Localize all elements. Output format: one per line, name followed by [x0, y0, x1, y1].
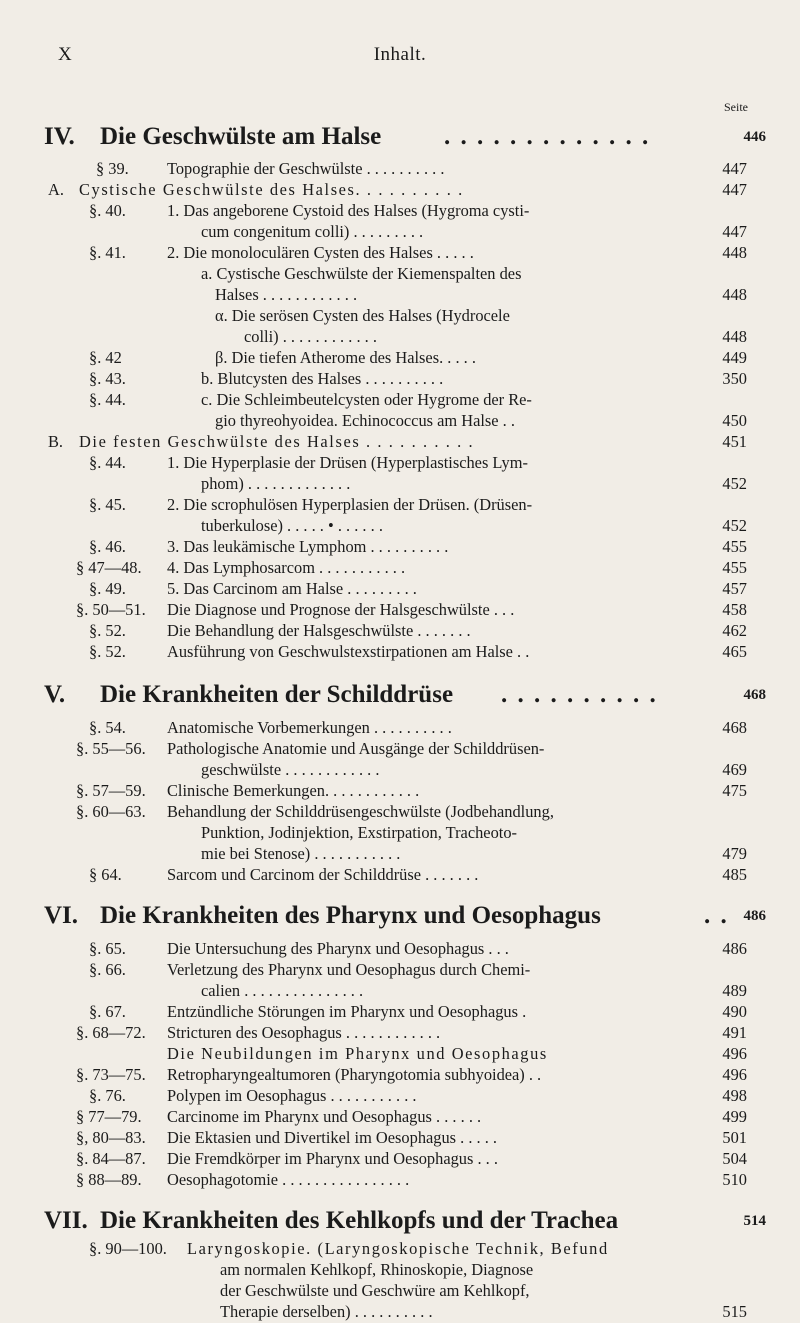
entry-page: 504 — [722, 1149, 747, 1168]
toc-entry — [0, 242, 800, 264]
page-number: X — [58, 44, 72, 65]
entry-text: tuberkulose) . . . . . • . . . . . . — [201, 516, 383, 535]
entry-text: geschwülste . . . . . . . . . . . . — [201, 760, 380, 779]
paragraph-number: §. 65. — [89, 939, 126, 958]
toc-entry — [0, 578, 800, 600]
entry-page: 465 — [722, 642, 747, 661]
toc-entry — [0, 738, 800, 760]
paragraph-number: §. 41. — [89, 243, 126, 262]
entry-text: 5. Das Carcinom am Halse . . . . . . . . . — [167, 579, 417, 598]
toc-entry — [0, 717, 800, 739]
toc-entry — [0, 158, 800, 180]
paragraph-number: §. 42 — [89, 348, 122, 367]
entry-text: Die Fremdkörper im Pharynx und Oesophagus . . . — [167, 1149, 498, 1168]
entry-text: Die Diagnose und Prognose der Halsgeschwülste . . . — [167, 600, 515, 619]
entry-text: β. Die tiefen Atherome des Halses. . . . . — [215, 348, 476, 367]
entry-text: Sarcom und Carcinom der Schilddrüse . . . . . . . — [167, 865, 479, 884]
section-heading-v — [44, 681, 766, 715]
toc-entry-continuation — [0, 1259, 800, 1281]
entry-text: phom) . . . . . . . . . . . . . — [201, 474, 351, 493]
leader-dots: . . . . . . . . . . . . . — [444, 123, 651, 150]
entry-text: am normalen Kehlkopf, Rhinoskopie, Diagnose — [220, 1260, 534, 1279]
toc-entry — [0, 938, 800, 960]
entry-text: Punktion, Jodinjektion, Exstirpation, Tracheoto- — [201, 823, 517, 842]
section-number: VI. — [44, 902, 79, 929]
entry-page: 447 — [722, 159, 747, 178]
toc-entry-continuation — [0, 822, 800, 844]
entry-page: 498 — [722, 1086, 747, 1105]
entry-page: 447 — [722, 222, 747, 241]
paragraph-number: § 77—79. — [76, 1107, 142, 1126]
entry-text: Clinische Bemerkungen. . . . . . . . . . . . — [167, 781, 420, 800]
paragraph-number: §. 67. — [89, 1002, 126, 1021]
section-page: 486 — [743, 908, 766, 924]
entry-page: 450 — [722, 411, 747, 430]
running-head — [0, 44, 800, 68]
entry-page: 452 — [722, 516, 747, 535]
entry-text: Die festen Geschwülste des Halses . . . . . . . . . . — [79, 432, 475, 451]
entry-page: 448 — [722, 327, 747, 346]
toc-entry — [0, 1085, 800, 1107]
paragraph-number: § 64. — [89, 865, 122, 884]
entry-page: 447 — [722, 180, 747, 199]
paragraph-number: §. 45. — [89, 495, 126, 514]
section-title: Die Krankheiten der Schilddrüse — [100, 681, 454, 708]
entry-page: 457 — [722, 579, 747, 598]
toc-entry-continuation — [0, 284, 800, 306]
entry-text: 4. Das Lymphosarcom . . . . . . . . . . . — [167, 558, 406, 577]
toc-entry — [0, 494, 800, 516]
entry-text: Therapie derselben) . . . . . . . . . . — [220, 1302, 433, 1321]
toc-entry-continuation — [0, 1301, 800, 1323]
paragraph-number: §. 49. — [89, 579, 126, 598]
paragraph-number: §. 84—87. — [76, 1149, 146, 1168]
entry-text: 2. Die scrophulösen Hyperplasien der Drüsen. (Drüsen- — [167, 495, 533, 514]
paragraph-number: §. 68—72. — [76, 1023, 146, 1042]
section-heading-iv — [44, 123, 766, 157]
section-page: 468 — [743, 687, 766, 703]
entry-text: Die Neubildungen im Pharynx und Oesophagus — [167, 1044, 548, 1063]
entry-page: 448 — [722, 285, 747, 304]
toc-entry — [0, 780, 800, 802]
entry-text: 1. Das angeborene Cystoid des Halses (Hygroma cysti- — [167, 201, 530, 220]
section-number: VII. — [44, 1207, 88, 1234]
section-page: 514 — [743, 1213, 766, 1229]
toc-entry — [0, 959, 800, 981]
entry-page: 485 — [722, 865, 747, 884]
entry-text: Entzündliche Störungen im Pharynx und Oesophagus . — [167, 1002, 527, 1021]
toc-entry — [0, 1127, 800, 1149]
toc-entry-continuation — [0, 980, 800, 1002]
entry-page: 455 — [722, 537, 747, 556]
toc-entry-continuation — [0, 326, 800, 348]
toc-entry — [0, 452, 800, 474]
entry-page: 449 — [722, 348, 747, 367]
paragraph-number: § 47—48. — [76, 558, 142, 577]
section-title: Die Geschwülste am Halse — [100, 123, 382, 150]
entry-page: 486 — [722, 939, 747, 958]
section-heading-vii — [44, 1207, 766, 1241]
entry-page: 499 — [722, 1107, 747, 1126]
entry-page: 462 — [722, 621, 747, 640]
toc-entry-continuation — [0, 221, 800, 243]
entry-text: Topographie der Geschwülste . . . . . . . . . . — [167, 159, 445, 178]
paragraph-number: §. 57—59. — [76, 781, 146, 800]
paragraph-number: §. 66. — [89, 960, 126, 979]
entry-text: Die Untersuchung des Pharynx und Oesophagus . . . — [167, 939, 509, 958]
section-number: IV. — [44, 123, 75, 150]
entry-page: 448 — [722, 243, 747, 262]
entry-page: 496 — [722, 1065, 747, 1084]
entry-page: 469 — [722, 760, 747, 779]
entry-page: 490 — [722, 1002, 747, 1021]
entry-text: Die Ektasien und Divertikel im Oesophagus . . . . . — [167, 1128, 498, 1147]
leader-dots: . . . . . . . . . . — [501, 681, 658, 708]
paragraph-number: §. 73—75. — [76, 1065, 146, 1084]
paragraph-number: §. 40. — [89, 201, 126, 220]
toc-entry — [0, 801, 800, 823]
toc-entry — [0, 347, 800, 369]
toc-entry — [0, 599, 800, 621]
leader-dots: . . — [704, 902, 729, 929]
paragraph-number: §. 90—100. — [89, 1239, 167, 1258]
entry-page: 455 — [722, 558, 747, 577]
entry-text: b. Blutcysten des Halses . . . . . . . . . . — [201, 369, 444, 388]
entry-page: 475 — [722, 781, 747, 800]
paragraph-number: §. 52. — [89, 642, 126, 661]
entry-text: calien . . . . . . . . . . . . . . . — [201, 981, 364, 1000]
toc-entry — [0, 641, 800, 663]
entry-page: 489 — [722, 981, 747, 1000]
section-heading-vi — [44, 902, 766, 936]
section-number: V. — [44, 681, 66, 708]
toc-entry-continuation — [0, 410, 800, 432]
entry-text: 1. Die Hyperplasie der Drüsen (Hyperplastisches Lym- — [167, 453, 528, 472]
toc-entry — [0, 536, 800, 558]
paragraph-number: §. 44. — [89, 453, 126, 472]
entry-page: 452 — [722, 474, 747, 493]
entry-text: 3. Das leukämische Lymphom . . . . . . . . . . — [167, 537, 449, 556]
entry-text: Cystische Geschwülste des Halses. . . . . . . . . . — [79, 180, 464, 199]
toc-subheading — [0, 1043, 800, 1065]
toc-entry — [0, 1148, 800, 1170]
entry-page: 350 — [722, 369, 747, 388]
entry-text: Ausführung von Geschwulstexstirpationen am Halse . . — [167, 642, 530, 661]
entry-text: Verletzung des Pharynx und Oesophagus durch Chemi- — [167, 960, 531, 979]
entry-text: Anatomische Vorbemerkungen . . . . . . . . . . — [167, 718, 452, 737]
toc-entry-continuation — [0, 473, 800, 495]
toc-entry — [0, 1022, 800, 1044]
entry-page: 515 — [722, 1302, 747, 1321]
toc-entry-continuation — [0, 759, 800, 781]
running-title: Inhalt. — [373, 44, 427, 65]
toc-entry — [0, 1001, 800, 1023]
paragraph-number: §. 43. — [89, 369, 126, 388]
toc-entry-continuation — [0, 515, 800, 537]
entry-text: mie bei Stenose) . . . . . . . . . . . — [201, 844, 401, 863]
entry-text: Halses . . . . . . . . . . . . — [215, 285, 358, 304]
entry-page: 451 — [722, 432, 747, 451]
entry-text: cum congenitum colli) . . . . . . . . . — [201, 222, 424, 241]
paragraph-number: § 39. — [96, 159, 129, 178]
entry-text: a. Cystische Geschwülste der Kiemenspalten des — [201, 264, 522, 283]
toc-entry — [0, 557, 800, 579]
paragraph-number: §. 44. — [89, 390, 126, 409]
entry-text: der Geschwülste und Geschwüre am Kehlkopf, — [220, 1281, 530, 1300]
toc-entry — [0, 864, 800, 886]
toc-entry-continuation — [0, 843, 800, 865]
toc-entry — [0, 1106, 800, 1128]
entry-page: 501 — [722, 1128, 747, 1147]
entry-text: Laryngoskopie. (Laryngoskopische Technik, Befund — [187, 1239, 609, 1258]
toc-entry — [0, 1064, 800, 1086]
paragraph-number: §. 46. — [89, 537, 126, 556]
entry-text: colli) . . . . . . . . . . . . — [244, 327, 377, 346]
entry-text: 2. Die monoloculären Cysten des Halses . . . . . — [167, 243, 474, 262]
paragraph-number: §, 80—83. — [76, 1128, 146, 1147]
entry-page: 479 — [722, 844, 747, 863]
entry-page: 458 — [722, 600, 747, 619]
entry-text: c. Die Schleimbeutelcysten oder Hygrome der Re- — [201, 390, 532, 409]
entry-text: gio thyreohyoidea. Echinococcus am Halse . . — [215, 411, 515, 430]
entry-page: 491 — [722, 1023, 747, 1042]
entry-text: Oesophagotomie . . . . . . . . . . . . . . . . — [167, 1170, 410, 1189]
entry-text: Die Behandlung der Halsgeschwülste . . . . . . . — [167, 621, 471, 640]
paragraph-number: §. 54. — [89, 718, 126, 737]
entry-page: 496 — [722, 1044, 747, 1063]
paragraph-number: §. 60—63. — [76, 802, 146, 821]
entry-text: α. Die serösen Cysten des Halses (Hydrocele — [215, 306, 510, 325]
group-letter: A. — [48, 180, 64, 199]
toc-entry-continuation — [0, 263, 800, 285]
toc-entry — [0, 368, 800, 390]
toc-entry-continuation — [0, 305, 800, 327]
toc-entry-continuation — [0, 1280, 800, 1302]
entry-text: Pathologische Anatomie und Ausgänge der Schilddrüsen- — [167, 739, 545, 758]
entry-text: Stricturen des Oesophagus . . . . . . . . . . . . — [167, 1023, 441, 1042]
section-title: Die Krankheiten des Kehlkopfs und der Trachea — [100, 1207, 619, 1234]
toc-entry — [0, 1238, 800, 1260]
entry-page: 510 — [722, 1170, 747, 1189]
paragraph-number: §. 50—51. — [76, 600, 146, 619]
toc-entry — [0, 620, 800, 642]
entry-text: Behandlung der Schilddrüsengeschwülste (Jodbehandlung, — [167, 802, 554, 821]
page-column-label: Seite — [724, 100, 748, 114]
group-letter: B. — [48, 432, 64, 451]
toc-entry — [0, 1169, 800, 1191]
entry-page: 468 — [722, 718, 747, 737]
paragraph-number: §. 76. — [89, 1086, 126, 1105]
toc-subgroup — [0, 179, 800, 201]
section-page: 446 — [743, 129, 766, 145]
paragraph-number: §. 52. — [89, 621, 126, 640]
entry-text: Polypen im Oesophagus . . . . . . . . . . . — [167, 1086, 417, 1105]
paragraph-number: § 88—89. — [76, 1170, 142, 1189]
paragraph-number: §. 55—56. — [76, 739, 146, 758]
toc-entry — [0, 389, 800, 411]
entry-text: Carcinome im Pharynx und Oesophagus . . . . . . — [167, 1107, 482, 1126]
toc-entry — [0, 200, 800, 222]
toc-subgroup — [0, 431, 800, 453]
entry-text: Retropharyngealtumoren (Pharyngotomia subhyoidea) . . — [167, 1065, 542, 1084]
section-title: Die Krankheiten des Pharynx und Oesophagus — [100, 902, 601, 929]
